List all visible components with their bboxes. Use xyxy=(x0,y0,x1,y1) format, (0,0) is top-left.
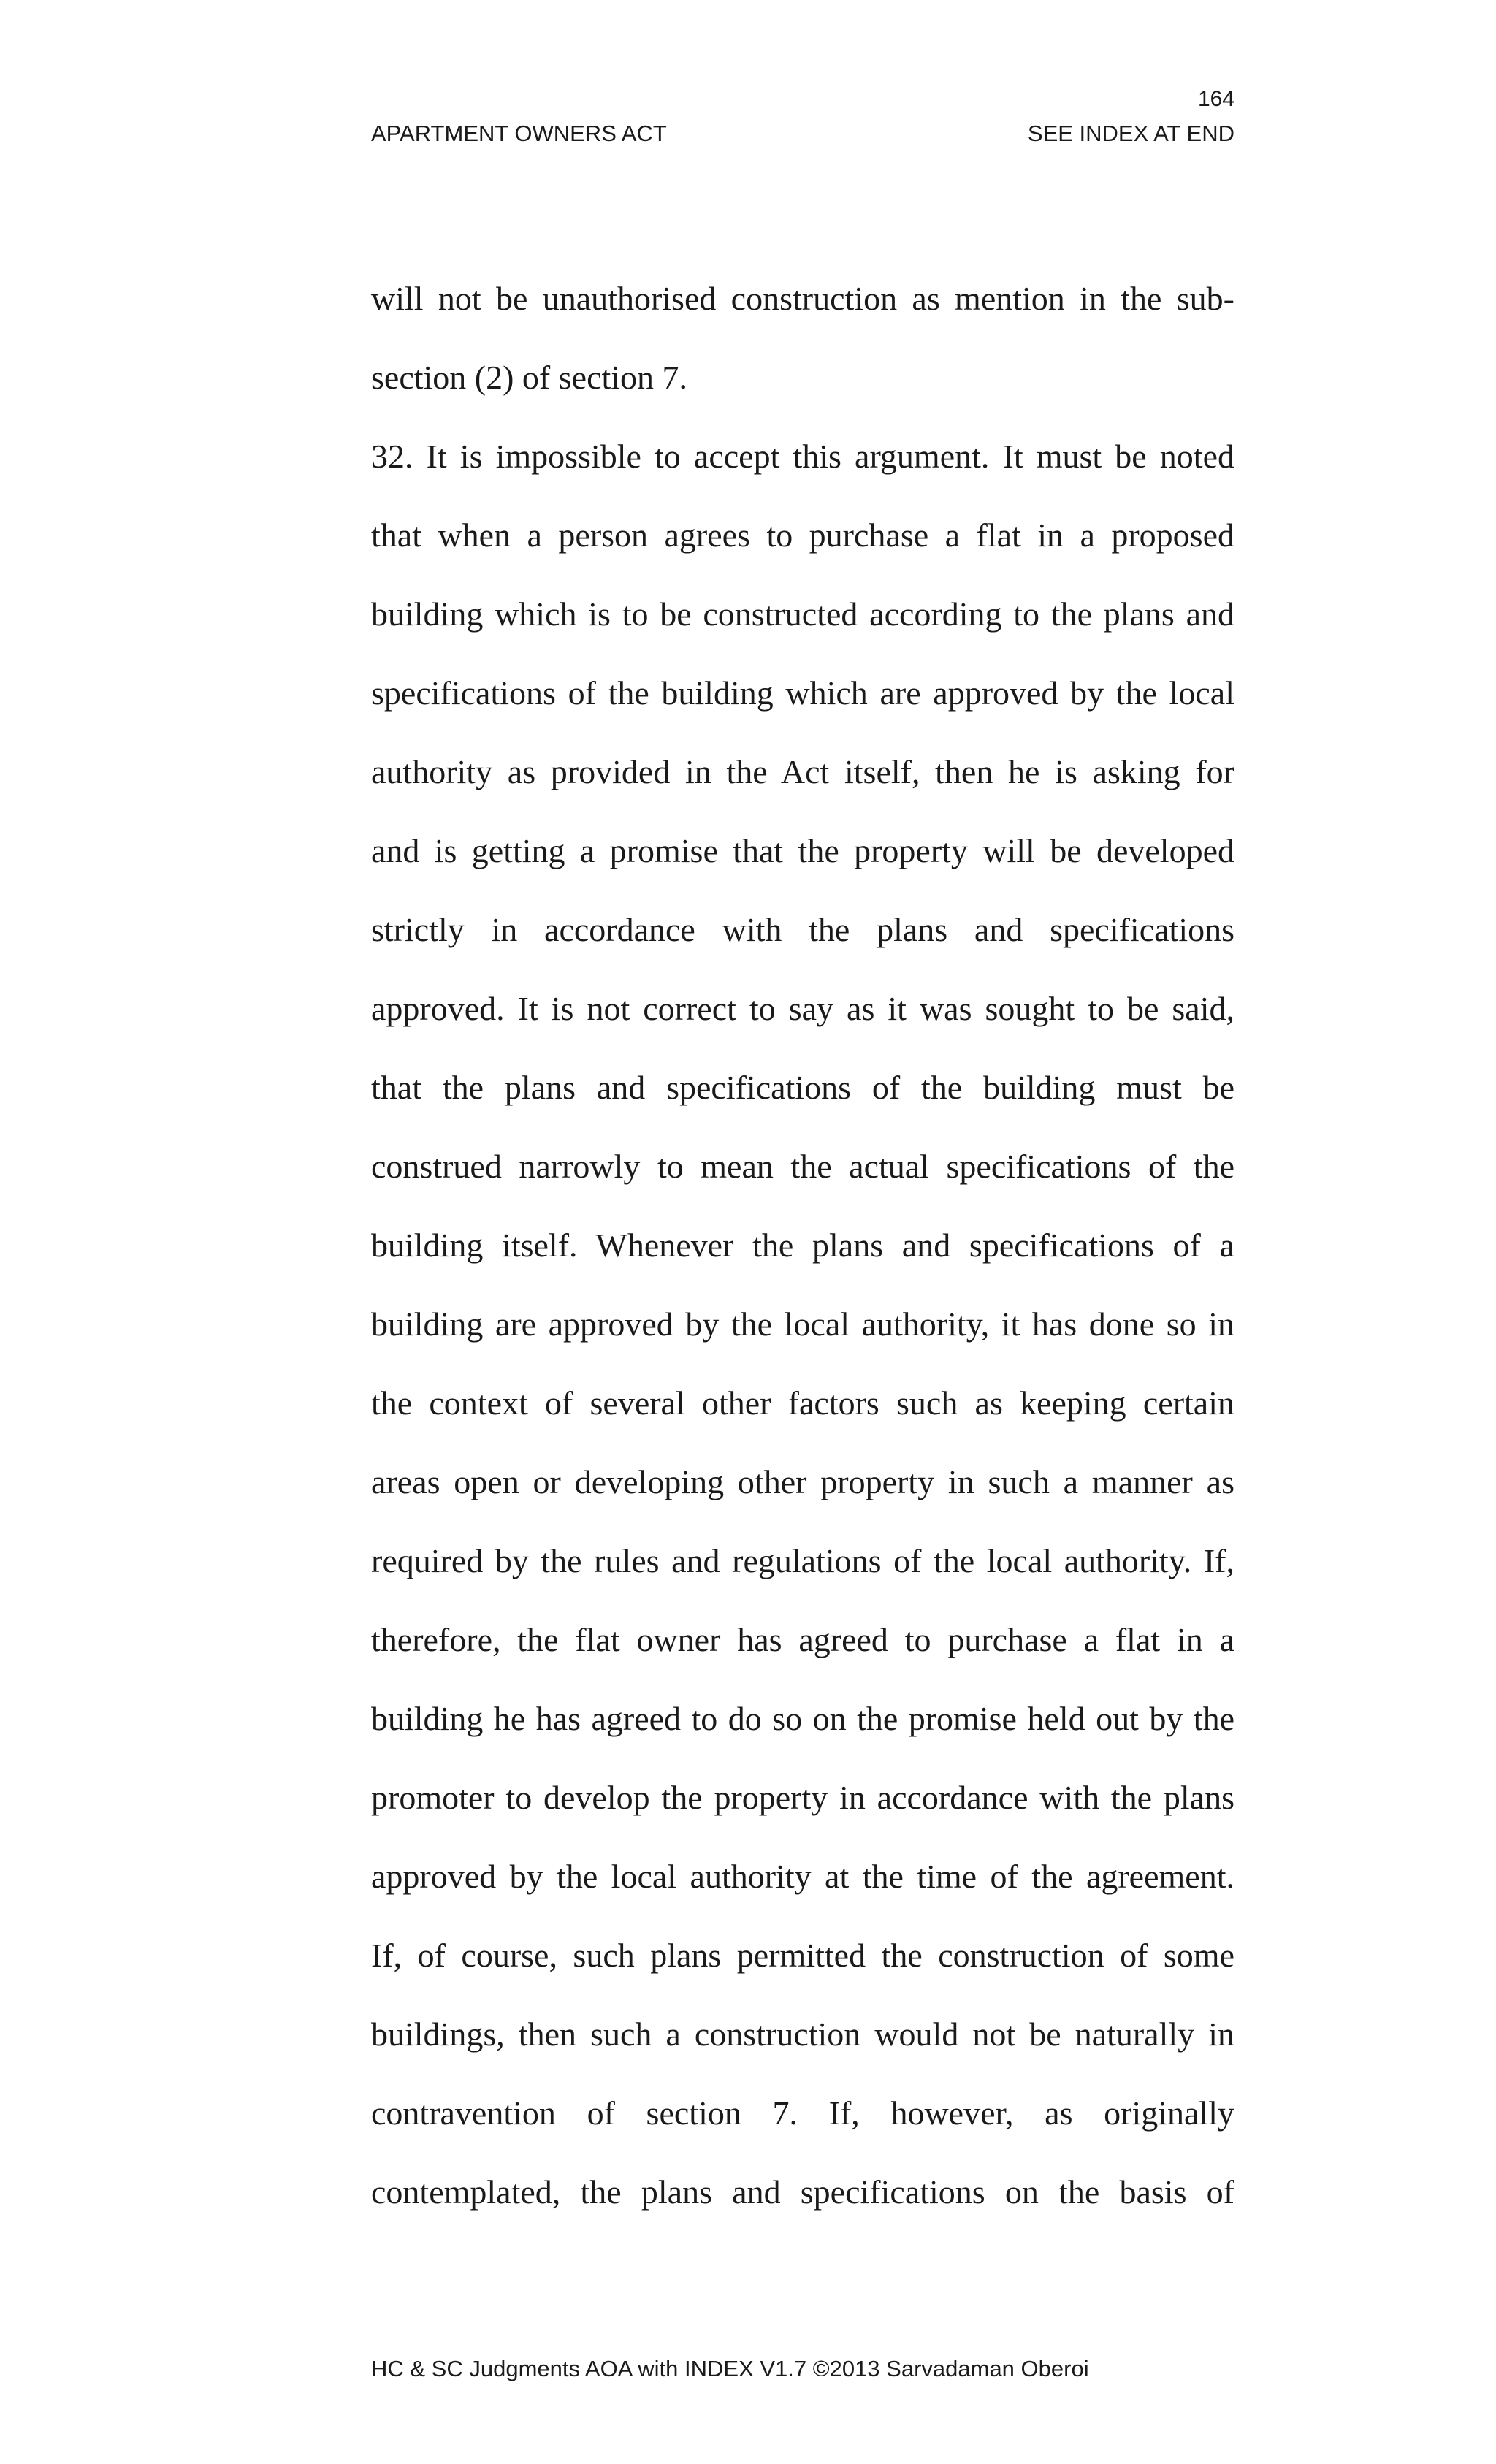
text-line: that the plans and specifications of the building must be xyxy=(371,1069,1234,1106)
document-body xyxy=(371,259,1234,2232)
text-line: 32. It is impossible to accept this argument. It must be noted xyxy=(371,438,1234,475)
text-line: buildings, then such a construction would not be naturally in xyxy=(371,2015,1234,2053)
page-footer: HC & SC Judgments AOA with INDEX V1.7 ©2013 Sarvadaman Oberoi xyxy=(371,2356,1089,2381)
text-line: contravention of section 7. If, however, as originally xyxy=(371,2094,1234,2132)
text-line: required by the rules and regulations of the local authority. If, xyxy=(371,1542,1234,1579)
text-line: building itself. Whenever the plans and specifications of a xyxy=(371,1227,1234,1264)
text-line: If, of course, such plans permitted the construction of some xyxy=(371,1937,1234,1974)
text-line: section (2) of section 7. xyxy=(371,359,688,396)
text-line: building which is to be constructed according to the plans and xyxy=(371,595,1234,633)
text-line: construed narrowly to mean the actual specifications of the xyxy=(371,1148,1234,1185)
text-line: strictly in accordance with the plans and specifications xyxy=(371,911,1234,948)
text-line: will not be unauthorised construction as mention in the sub- xyxy=(371,280,1234,317)
text-line: and is getting a promise that the property will be developed xyxy=(371,832,1234,869)
text-line: specifications of the building which are approved by the local xyxy=(371,674,1234,712)
text-line: building are approved by the local authority, it has done so in xyxy=(371,1305,1234,1343)
header-title: APARTMENT OWNERS ACT xyxy=(371,121,667,146)
text-line: areas open or developing other property in such a manner as xyxy=(371,1463,1234,1500)
text-line: contemplated, the plans and specifications on the basis of xyxy=(371,2173,1234,2211)
text-line: promoter to develop the property in accordance with the plans xyxy=(371,1779,1234,1816)
text-line: approved. It is not correct to say as it was sought to be said, xyxy=(371,990,1234,1027)
page-number: 164 xyxy=(1197,87,1234,111)
text-line: the context of several other factors such as keeping certain xyxy=(371,1384,1234,1422)
text-line: that when a person agrees to purchase a flat in a proposed xyxy=(371,516,1234,554)
text-line: authority as provided in the Act itself, then he is asking for xyxy=(371,753,1234,790)
running-header xyxy=(371,120,1234,148)
text-line: therefore, the flat owner has agreed to purchase a flat in a xyxy=(371,1621,1234,1658)
header-index-note: SEE INDEX AT END xyxy=(1027,121,1234,146)
text-line: approved by the local authority at the time of the agreement. xyxy=(371,1858,1234,1895)
text-line: building he has agreed to do so on the promise held out by the xyxy=(371,1700,1234,1737)
